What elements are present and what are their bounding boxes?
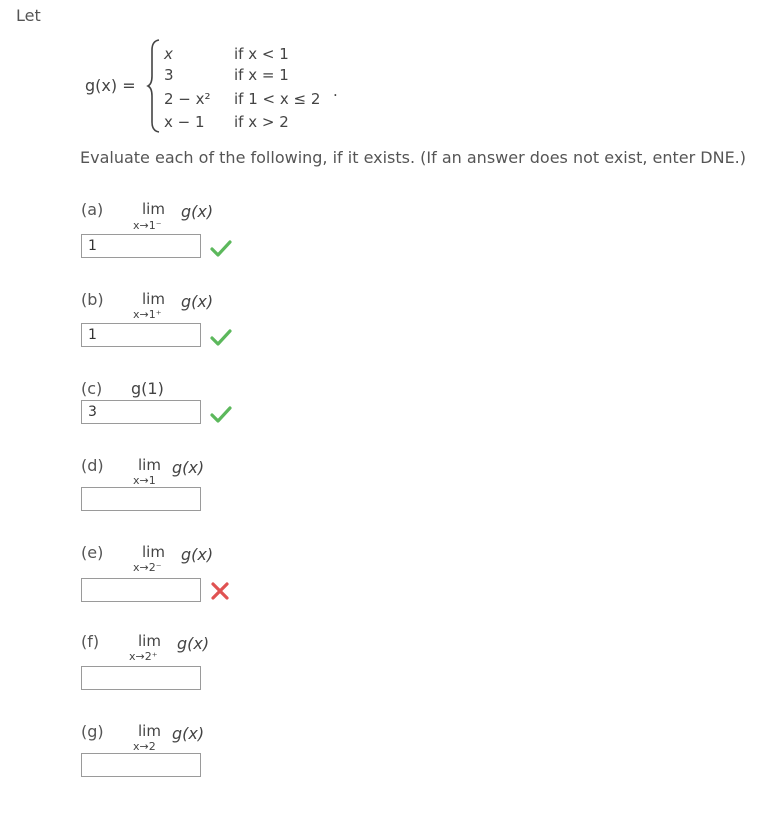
part-f-sub: x→2⁺ xyxy=(129,650,158,663)
part-g-func: g(x) xyxy=(172,724,205,743)
function-period: . xyxy=(333,82,338,100)
part-d-lim: lim xyxy=(138,456,161,474)
part-b-sub: x→1⁺ xyxy=(133,308,162,321)
part-g-sub: x→2 xyxy=(133,740,156,753)
checkmark-icon xyxy=(210,239,232,257)
part-e-sub: x→2⁻ xyxy=(133,561,162,574)
part-c-func: g(1) xyxy=(131,379,164,398)
part-e-label: (e) xyxy=(81,543,104,562)
part-f-func: g(x) xyxy=(177,634,210,653)
brace-icon xyxy=(146,38,162,134)
part-b-answer-input[interactable] xyxy=(81,323,201,347)
x-mark-icon xyxy=(210,582,230,600)
instructions: Evaluate each of the following, if it exists. (If an answer does not exist, enter DNE.) xyxy=(80,148,746,167)
intro-text: Let xyxy=(16,6,41,25)
case-cond-4: if x > 2 xyxy=(234,113,289,131)
part-f-lim: lim xyxy=(138,632,161,650)
part-g-answer-input[interactable] xyxy=(81,753,201,777)
part-b-func: g(x) xyxy=(181,292,214,311)
checkmark-icon xyxy=(210,328,232,346)
part-a-func: g(x) xyxy=(181,202,214,221)
part-a-answer-input[interactable] xyxy=(81,234,201,258)
part-d-func: g(x) xyxy=(172,458,205,477)
case-cond-1: if x < 1 xyxy=(234,45,289,63)
part-c-answer-input[interactable] xyxy=(81,400,201,424)
part-g-label: (g) xyxy=(81,722,104,741)
part-c-label: (c) xyxy=(81,379,103,398)
part-a-sub: x→1⁻ xyxy=(133,219,162,232)
part-e-lim: lim xyxy=(142,543,165,561)
case-expr-3: 2 − x² xyxy=(164,90,211,108)
case-cond-2: if x = 1 xyxy=(234,66,289,84)
part-d-answer-input[interactable] xyxy=(81,487,201,511)
checkmark-icon xyxy=(210,405,232,423)
part-a-label: (a) xyxy=(81,200,104,219)
case-expr-2: 3 xyxy=(164,66,174,84)
part-b-label: (b) xyxy=(81,290,104,309)
part-b-lim: lim xyxy=(142,290,165,308)
part-d-label: (d) xyxy=(81,456,104,475)
part-e-func: g(x) xyxy=(181,545,214,564)
part-f-label: (f) xyxy=(81,632,100,651)
case-cond-3: if 1 < x ≤ 2 xyxy=(234,90,321,108)
part-f-answer-input[interactable] xyxy=(81,666,201,690)
part-a-lim: lim xyxy=(142,200,165,218)
function-lhs: g(x) = xyxy=(85,76,136,95)
part-d-sub: x→1 xyxy=(133,474,156,487)
case-expr-4: x − 1 xyxy=(164,113,205,131)
case-expr-1: x xyxy=(164,45,173,63)
part-g-lim: lim xyxy=(138,722,161,740)
part-e-answer-input[interactable] xyxy=(81,578,201,602)
